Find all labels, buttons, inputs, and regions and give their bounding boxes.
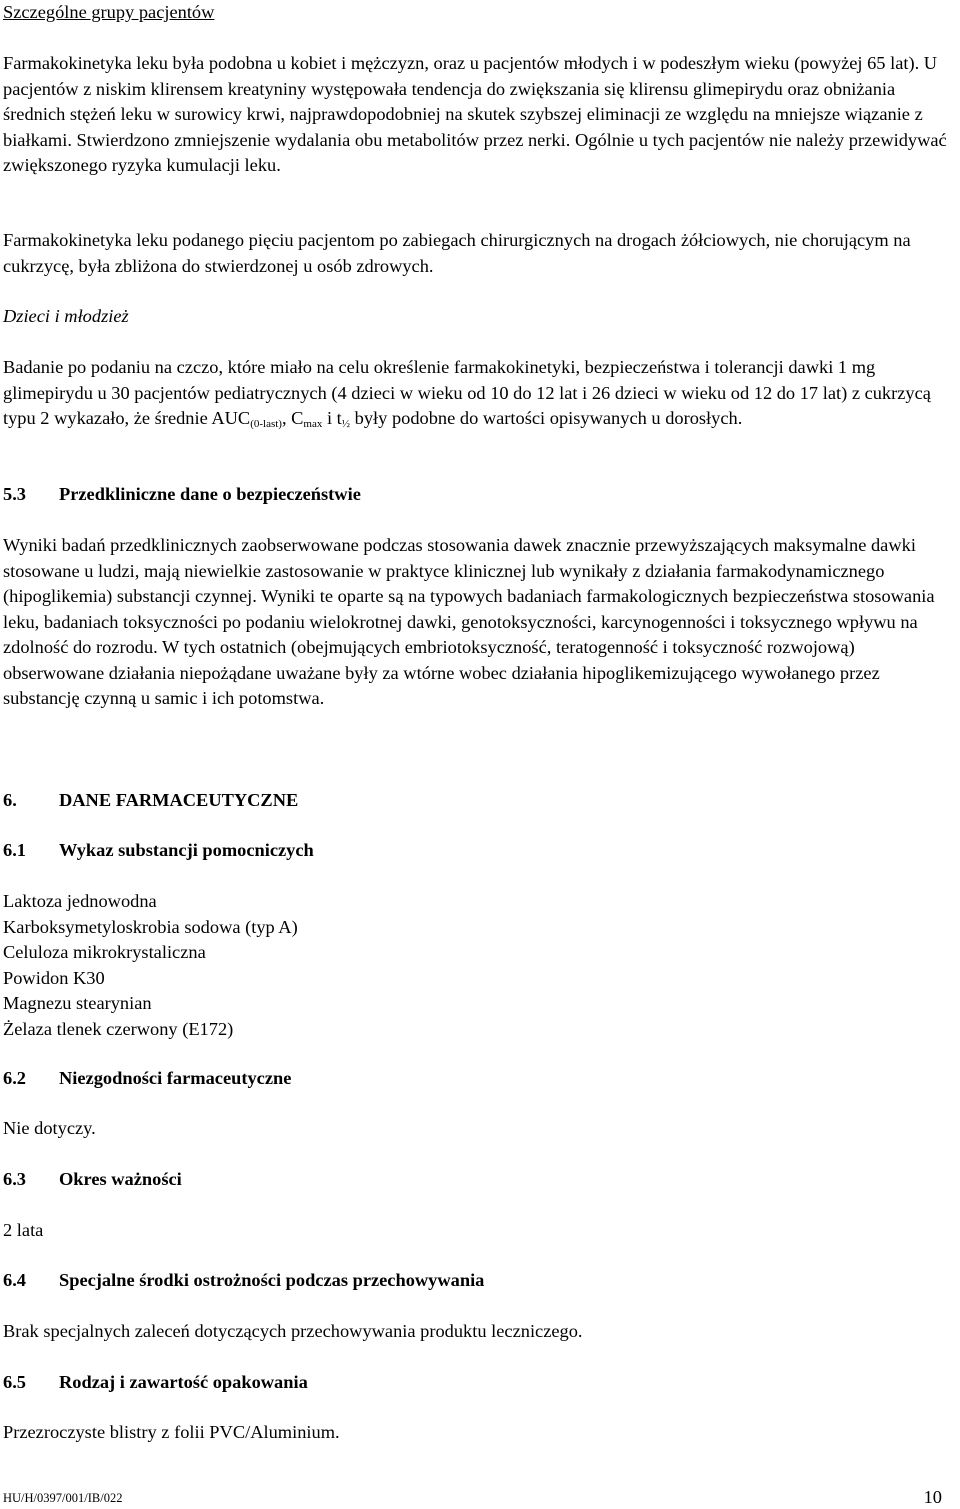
section-6-1-heading (3, 838, 957, 864)
excipients-list (3, 889, 957, 1042)
children-text-mid1: , C (281, 408, 304, 428)
children-text-end: były podobne do wartości opisywanych u dorosłych. (350, 408, 743, 428)
auc-subscript: (0-last) (250, 418, 282, 430)
section-5-3-title: Przedkliniczne dane o bezpieczeństwie (59, 484, 361, 504)
children-paragraph (3, 355, 957, 432)
section-6-title: DANE FARMACEUTYCZNE (59, 790, 299, 810)
section-6-3-title: Okres ważności (59, 1169, 182, 1189)
children-text-start: Badanie po podaniu na czczo, które miało na celu określenie farmakokinetyki, bezpieczeństwa i tolerancji dawki 1 mg glimepirydu u 30 pacjentów pediatrycznych (4 dzieci w wieku od 10 do 12 lat i 26 dzieci w wieku od 12 do 17 lat) z cukrzycą typu 2 wykazało, że średnie AUC (3, 357, 931, 428)
section-6-2-text: Nie dotyczy. (3, 1118, 96, 1138)
children-title: Dzieci i młodzież (3, 306, 129, 326)
section-6-2-heading (3, 1066, 957, 1092)
section-6-2-number: 6.2 (3, 1068, 26, 1088)
special-groups-title: Szczególne grupy pacjentów (3, 2, 215, 22)
excipient-item: Laktoza jednowodna (3, 891, 157, 911)
section-6-4-heading (3, 1268, 957, 1294)
section-6-heading (3, 788, 957, 814)
section-6-3-heading (3, 1167, 957, 1193)
footer-page-number: 10 (923, 1487, 942, 1507)
section-6-3-number: 6.3 (3, 1169, 26, 1189)
section-6-5-title: Rodzaj i zawartość opakowania (59, 1372, 308, 1392)
section-6-5-number: 6.5 (3, 1372, 26, 1392)
section-5-3-paragraph: Wyniki badań przedklinicznych zaobserwowane podczas stosowania dawek znacznie przewyższających maksymalne dawki stosowane u ludzi, mają niewielkie zastosowanie w praktyce klinicznej lub wynikały z działania farmakodynamicznego (hipoglikemia) substancji czynnej. Wyniki te oparte są na typowych badaniach farmakologicznych bezpieczeństwa stosowania leku, badaniach toksyczności po podaniu wielokrotnej dawki, genotoksyczności, karcynogenności i toksycznego wpływu na zdolność do rozrodu. W tych ostatnich (obejmujących embriotoksyczność, teratogenność i toksyczność rozwojową) obserwowane działania niepożądane uważane były za wtórne wobec działania hipoglikemizującego wywołanego przez substancję czynną u samic i ich potomstwa. (3, 535, 935, 708)
section-5-3-number: 5.3 (3, 484, 26, 504)
section-6-5-text: Przezroczyste blistry z folii PVC/Aluminium. (3, 1422, 340, 1442)
section-6-4-text: Brak specjalnych zaleceń dotyczących przechowywania produktu leczniczego. (3, 1321, 583, 1341)
section-6-5-heading (3, 1370, 957, 1396)
section-5-3-heading (3, 482, 957, 508)
excipient-item: Celuloza mikrokrystaliczna (3, 942, 206, 962)
section-6-number: 6. (3, 790, 17, 810)
cmax-subscript: max (303, 418, 323, 430)
excipient-item: Karboksymetyloskrobia sodowa (typ A) (3, 916, 298, 937)
special-groups-paragraph-2: Farmakokinetyka leku podanego pięciu pacjentom po zabiegach chirurgicznych na drogach żółciowych, nie chorującym na cukrzycę, była zbliżona do stwierdzonej u osób zdrowych. (3, 230, 911, 276)
section-6-3-text: 2 lata (3, 1220, 44, 1240)
section-6-1-number: 6.1 (3, 840, 26, 860)
section-6-4-number: 6.4 (3, 1270, 26, 1290)
excipient-item: Żelaza tlenek czerwony (E172) (3, 1018, 234, 1039)
footer-document-code: HU/H/0397/001/IB/022 (3, 1491, 123, 1505)
excipient-item: Magnezu stearynian (3, 993, 152, 1013)
t-half-subscript: ½ (341, 418, 351, 430)
section-6-4-title: Specjalne środki ostrożności podczas przechowywania (59, 1270, 485, 1290)
special-groups-paragraph-1: Farmakokinetyka leku była podobna u kobiet i mężczyzn, oraz u pacjentów młodych i w podeszłym wieku (powyżej 65 lat). U pacjentów z niskim klirensem kreatyniny występowała tendencja do zwiększania się klirensu glimepirydu oraz obniżania średnich stężeń leku w surowicy krwi, najprawdopodobniej na skutek szybszej eliminacji ze względu na mniejsze wiązanie z białkami. Stwierdzono zmniejszenie wydalania obu metabolitów przez nerki. Ogólnie u tych pacjentów nie należy przewidywać zwiększonego ryzyka kumulacji leku. (3, 53, 947, 175)
section-6-2-title: Niezgodności farmaceutyczne (59, 1068, 292, 1088)
section-6-1-title: Wykaz substancji pomocniczych (59, 840, 314, 860)
children-text-mid2: i t (322, 408, 342, 428)
excipient-item: Powidon K30 (3, 967, 105, 988)
